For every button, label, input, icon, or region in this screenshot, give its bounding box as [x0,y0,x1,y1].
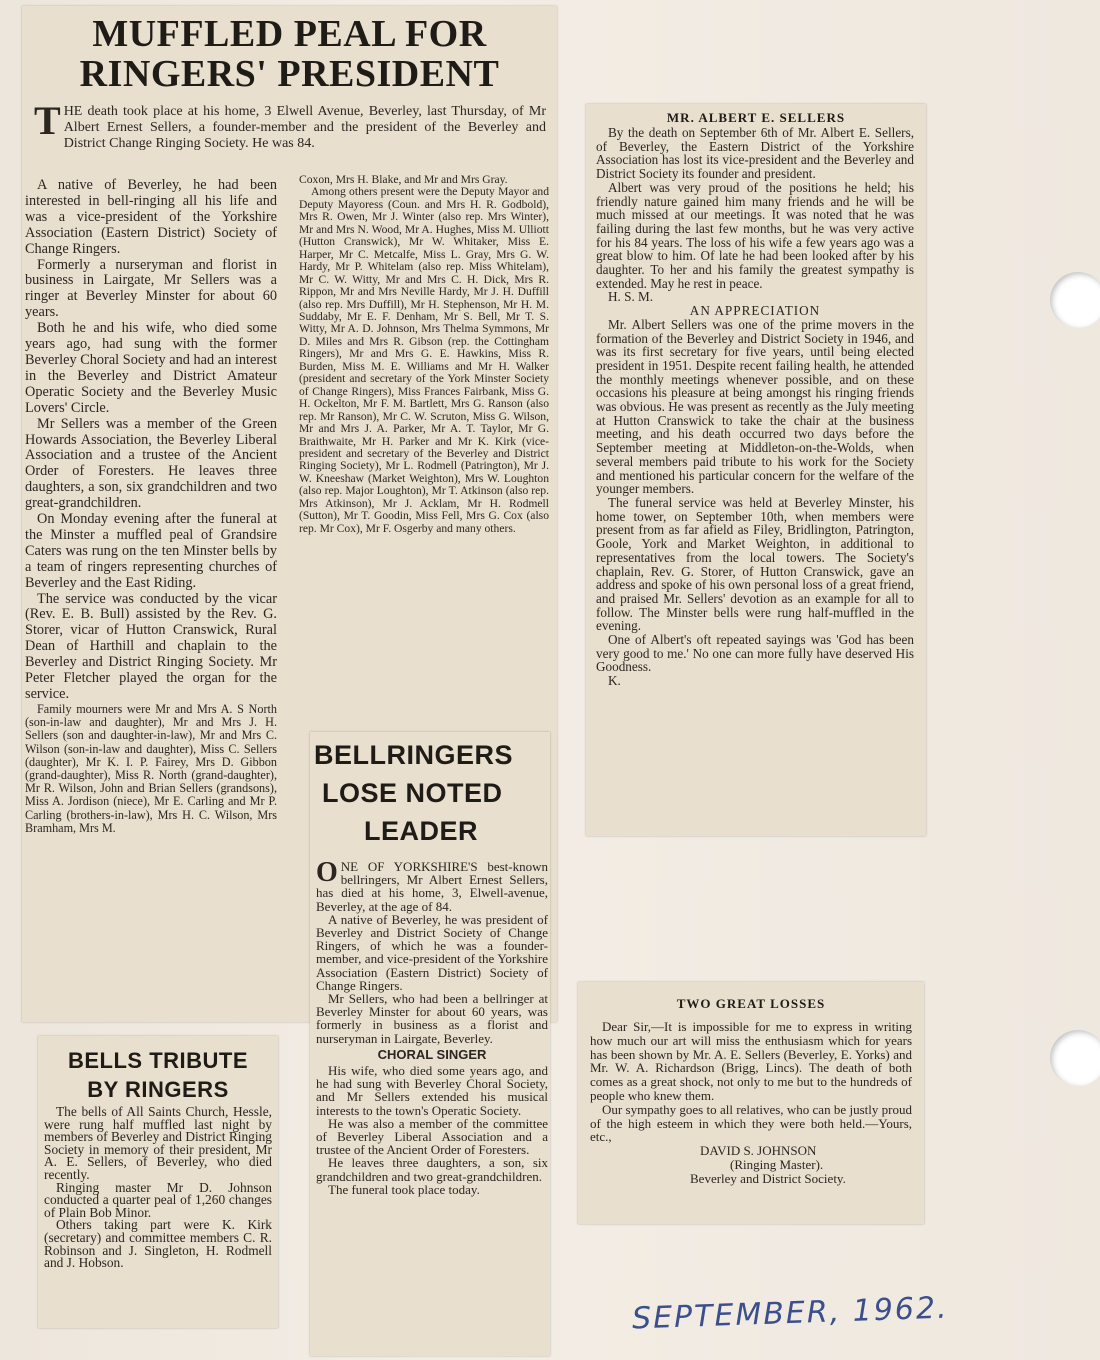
drop-cap: T [34,98,61,143]
column-right: Coxon, Mrs H. Blake, and Mr and Mrs Gray. Among others present were the Deputy Mayor and Deputy Mayoress (Coun. and Mrs H. R. Godbold), Mrs R. Owen, Mr J. Winter (also rep. Mrs Winter), Mr and Mrs N. Wood, Mr A. Hughes, Miss M. Ulliott (Hutton Cranswick), Mr W. Whitaker, Miss E. Harper, Mr C. Metcalfe, Miss L. Gray, Mrs G. W. Hardy, Mr P. Whitelam (also rep. Miss Whitelam), Mr C. W. Witty, Mr and Mrs C. H. Dick, Mrs R. Rippon, Mr and Mrs Neville Hardy, Mr J. H. Duffill (also rep. Mrs Duffill), Mr H. Stephenson, Mr H. M. Suddaby, Mr E. F. Denham, Mr S. Bell, Mr T. S. Witty, Mr A. D. Johnson, Mrs Thelma Symmons, Mr D. Miles and Mrs R. Gibson (rep. the Cottingham Ringers), Mr and Mrs G. E. Hawkins, Miss R. Burden, Miss M. E. Williams and Mr H. Walker (president and secretary of the York Minster Society of Change Ringers), Miss Frances Fairbank, Miss G. H. Ockelton, Mr F. M. Bartlett, Mrs G. Ranson (also rep. Mr Ranson), Mr C. W. Scruton, Miss G. Wilson, Mr and Mrs J. A. Parker, Mr A. T. Taylor, Mr G. Braithwaite, Mr H. Parker and Mr K. Kirk (vice-president and secretary of the Beverley and District Ringing Society), Mr L. Rodmell (Patrington), Mr J. W. Kneeshaw (Market Weighton), Mrs W. Loughton (also rep. Major Loughton), Mr T. Atkinson (also rep. Mrs Atkinson), Mr J. Acklam, Mr H. Rodmell (Sutton), Mr T. Goodin, Miss Fell, Mrs G. Cox (also rep. Mr Cox), Mr F. Osgerby and many others. [299,173,549,535]
punch-hole [1050,1030,1100,1086]
clipping-title: MR. ALBERT E. SELLERS [666,110,846,125]
signature-name: DAVID S. JOHNSON [700,1143,817,1159]
signature-role: (Ringing Master). [730,1156,824,1172]
clipping-bells-tribute [38,1036,278,1328]
headline: BELLS TRIBUTE BY RINGERS [67,1048,249,1102]
column-left: A native of Beverley, he had been interested in bell-ringing all his life and was a vice-president of the Yorkshire Association (Eastern District) Society of Change Ringers. Formerly a nurseryman and florist in business in Lairgate, Mr Sellers was a ringer at Beverley Minster for about 60 years. Both he and his wife, who died some years ago, had sung with the former Beverley Choral Society and had an interest in the Beverley and District Amateur Operatic Society and the Beverley Music Lovers' Circle. Mr Sellers was a member of the Green Howards Association, the Beverley Liberal Association and a trustee of the Ancient Order of Foresters. He leaves three daughters, a son, six grandchildren and two great-grandchildren. On Monday evening after the funeral at the Minster a muffled peal of Grandsire Caters was rung on the ten Minster bells by a team of ringers representing churches of Beverley and the East Riding. The service was conducted by the vicar (Rev. E. B. Bull) assisted by the Rev. G. Storer, vicar of Hutton Cranswick, Rural Dean of Harthill and chaplain to the Beverley and District Ringing Society. Mr Peter Fletcher played the organ for the service. Family mourners were Mr and Mrs A. S North (son-in-law and daughter), Mr and Mrs J. H. Sellers (son and daughter-in-law), Mr and Mrs C. Wilson (son-in-law and daughter), Miss C. Sellers (daughter), Mr K. I. P. Fairey, Mrs D. Gibbon (grand-daughter), Miss R. North (grand-daughter), Mr R. Wilson, John and Brian Sellers (grandsons), Miss A. Jordison (niece), Mr E. Carling and Mr P. Carling (brothers-in-law), Mrs H. C. Wilson, Mrs Bramham, Mrs M. [25,177,277,835]
clipping-albert-sellers [586,104,926,836]
clipping-body: Dear Sir,—It is impossible for me to express in writing how much our art will miss the enthusiasm which for years has been shown by Mr. A. E. Sellers (Beverley, E. Yorks) and Mr. W. A. Richardson (Brigg, Lincs). The death of both comes as a great shock, not only to me but to the hundreds of people who knew them. Our sympathy goes to all relatives, who can be justly proud of the high esteem in which they were both held.—Yours, etc., DAVID S. JOHNSON (Ringing Master). Beverley and District Society. [590,1019,912,1186]
clipping-bellringers [310,732,550,1356]
signature-org: Beverley and District Society. [690,1170,846,1186]
clipping-body: The bells of All Saints Church, Hessle, were rung half muffled last night by members of Beverley and District Ringing Society in memory of their president, Mr A. E. Sellers, of Beverley, who died recently. Ringing master Mr D. Johnson conducted a quarter peal of 1,260 changes of Plain Bob Minor. Others taking part were K. Kirk (secretary) and committee members C. R. Robinson and J. Singleton, H. Rodmell and J. Hobson. [44,1104,272,1271]
signature: K. [608,673,621,689]
drop-cap: O [316,857,338,888]
clipping-body: ONE OF YORKSHIRE'S best-known bellringers, Mr Albert Ernest Sellers, has died at his home, 3, Elwell-avenue, Beverley, at the age of 84. A native of Beverley, he was president of Beverley and District Society of Change Ringers, of which he was a founder-member, and vice-president of the Yorkshire Association (Eastern District) Society of Change Ringers. Mr Sellers, who had been a bellringer at Beverley Minster for about 60 years, was formerly in business as a florist and nurseryman in Lairgate, Beverley. CHORAL SINGER His wife, who died some years ago, and he had sung with Beverley Choral Society, and Mr Sellers extended his musical interests to the town's Operatic Society. He was also a member of the committee of Beverley Liberal Association and a trustee of the Ancient Order of Foresters. He leaves three daughters, a son, six grandchildren and two great-grandchildren. The funeral took place today. [316,857,548,1197]
clipping-title: TWO GREAT LOSSES [676,996,826,1011]
headline: BELLRINGERS LOSE NOTED LEADER [314,740,514,846]
subheading: CHORAL SINGER [377,1046,487,1062]
family-mourners: Family mourners were Mr and Mrs A. S North (son-in-law and daughter), Mr and Mrs J. H. Sellers (son and daughter-in-law), Mr and Mrs C. Wilson (son-in-law and daughter), Miss C. Sellers (daughter), Mr K. I. P. Fairey, Mrs D. Gibbon (grand-daughter), Miss R. North (grand-daughter), Mr R. Wilson, John and Brian Sellers (grandsons), Miss A. Jordison (niece), Mr E. Carling and Mr P. Carling (brothers-in-law), Mrs H. C. Wilson, Mrs Bramham, Mrs M. [25,701,277,835]
others-present: Among others present were the Deputy Mayor and Deputy Mayoress (Coun. and Mrs H. R. Godbold), Mrs R. Owen, Mr J. Winter (also rep. Mrs Winter), Mr and Mrs N. Wood, Mr A. Hughes, Miss M. Ulliott (Hutton Cranswick), Mr W. Whitaker, Miss E. Harper, Mr C. Metcalfe, Miss L. Gray, Mrs G. W. Hardy, Mr P. Whitelam (also rep. Miss Whitelam), Mr C. W. Witty, Mr and Mrs C. H. Dick, Mrs R. Rippon, Mr and Mrs Neville Hardy, Mr J. H. Duffill (also rep. Mrs Duffill), Mr H. Stephenson, Mr H. M. Suddaby, Mr E. F. Denham, Mr S. Bell, Mr T. S. Witty, Mr A. D. Johnson, Mrs Thelma Symmons, Mr D. Miles and Mrs R. Gibson (rep. the Cottingham Ringers), Mr and Mrs G. E. Hawkins, Miss R. Burden, Miss M. E. Williams and Mr H. Walker (president and secretary of the York Minster Society of Change Ringers), Miss Frances Fairbank, Miss G. H. Ockelton, Mr F. M. Bartlett, Mrs G. Ranson (also rep. Mr Ranson), Mr C. W. Scruton, Miss G. Wilson, Mr and Mrs J. A. Parker, Mr A. T. Taylor, Mr G. Braithwaite, Mr H. Parker and Mr K. Kirk (vice-president and secretary of the Beverley and District Ringing Society), Mr L. Rodmell (Patrington), Mr J. W. Kneeshaw (Market Weighton), Mrs W. Loughton (also rep. Major Loughton), Mr T. Atkinson (also rep. Mrs Atkinson), Mr J. Acklam, Mr H. Rodmell (Sutton), Mr T. Goodin, Miss Fell, Mrs G. Cox (also rep. Mr Cox), Mr F. Osgerby and many others. [299,185,549,535]
lead-paragraph: THE death took place at his home, 3 Elwell Avenue, Beverley, last Thursday, of Mr Albert Ernest Sellers, a founder-member and the president of the Beverley and District Change Ringing Society. He was 84. [34,98,546,151]
section-title: AN APPRECIATION [689,303,821,319]
handwritten-date: SEPTEMBER, 1962. [631,1290,950,1337]
clipping-two-great-losses [578,982,924,1224]
punch-hole [1050,272,1100,328]
signature: H. S. M. [608,289,654,305]
clipping-body: By the death on September 6th of Mr. Albert E. Sellers, of Beverley, the Eastern District of the Yorkshire Association has lost its vice-president and the Beverley and District Society its founder and president. Albert was very proud of the positions he held; his friendly nature gained him many friends and he will be much missed at our meetings. It was noted that he was failing during the last few months, but he was very active for his 84 years. The loss of his wife a few years ago was a great blow to him. Of late he had been looked after by his daughter. To her and his family the greatest sympathy is extended. May he rest in peace. H. S. M. AN APPRECIATION Mr. Albert Sellers was one of the prime movers in the formation of the Beverley and District Society in 1946, and was its first secretary for five years, until being elected president in 1951. Despite recent failing health, he attended the monthly meetings whenever possible, and on these occasions his pleasure at being amongst his ringing friends was obvious. He was present as recently as the July meeting at Hutton Cranswick to take the chair at the business meeting, and his death occurred two days before the September meeting at Middleton-on-the-Wolds, when several members paid tribute to his work for the Society and mentioned his particular concern for the welfare of the younger members. The funeral service was held at Beverley Minster, his home tower, on September 10th, when members were present from as far afield as Filey, Bridlington, Patrington, Goole, York and Market Weighton, in additional to representatives from the local towers. The Society's chaplain, Rev. G. Storer, of Hutton Cranswick, gave an address and spoke of his own personal loss of a great friend, and praised Mr. Sellers' devotion as an example for all to follow. The Minster bells were rung half-muffled in the evening. One of Albert's oft repeated sayings was 'God has been very good to me.' No one can more fully have deserved His Goodness. K. [596,125,914,689]
headline: MUFFLED PEAL FOR RINGERS' PRESIDENT [79,13,500,95]
